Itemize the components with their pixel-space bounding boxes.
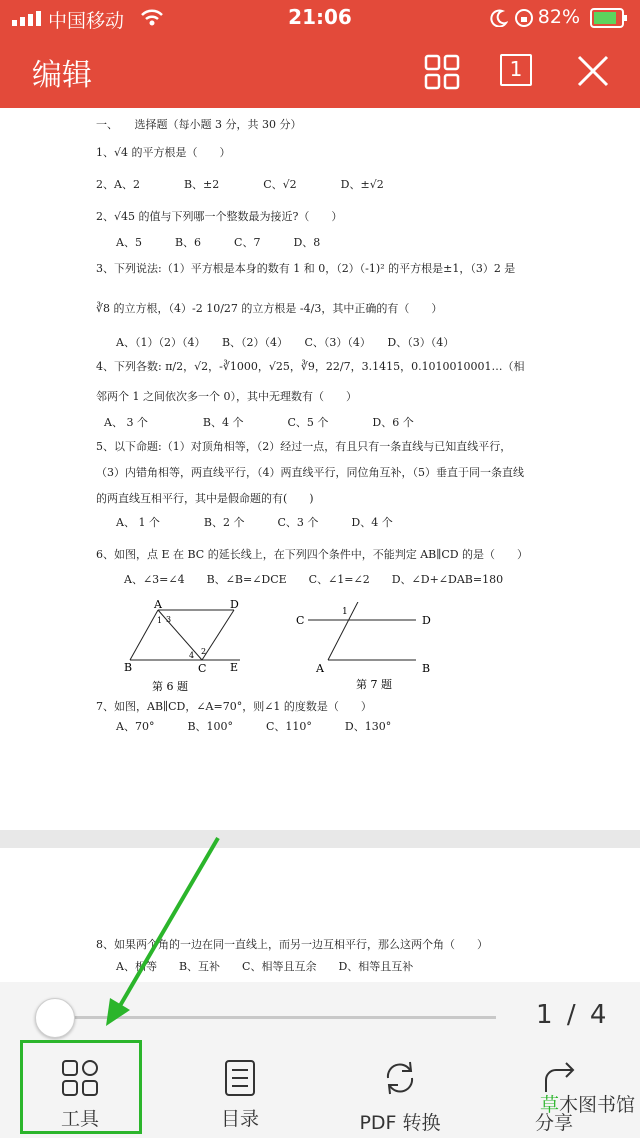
tab-tools-label: 工具 (60, 1108, 99, 1130)
fig6-label-d: D (230, 598, 239, 611)
clock: 21:06 (288, 5, 352, 29)
fig6-angle-4: 4 (189, 651, 195, 660)
tab-pdf-convert[interactable] (330, 1052, 470, 1136)
fig7-label-b: B (422, 662, 431, 675)
page-total: 4 (589, 1000, 607, 1030)
question-line: （3）内错角相等，两直线平行，（4）两直线平行，同位角互补，（5）垂直于同一条直线 (96, 466, 524, 479)
question-line: A、相等 B、互补 C、相等且互余 D、相等且互补 (116, 960, 414, 973)
page-separator: / (566, 1000, 576, 1030)
fig6-label-b: B (124, 661, 133, 674)
single-page-icon[interactable] (500, 54, 532, 86)
question-line: A、 3 个 B、4 个 C、5 个 D、6 个 (104, 416, 414, 429)
fig7-caption: 第 7 题 (356, 678, 392, 691)
question-line: 1、√4 的平方根是（ ） (96, 146, 231, 159)
page-slider-thumb[interactable] (35, 998, 75, 1038)
question-line: 一、 选择题（每小题 3 分，共 30 分） (96, 118, 302, 131)
watermark-green: 草 (540, 1094, 560, 1116)
status-bar (0, 0, 640, 36)
close-icon[interactable] (576, 54, 610, 88)
arrow-annotation-icon (100, 830, 230, 1030)
grid-view-icon[interactable] (424, 54, 460, 90)
page-current: 1 (536, 1000, 553, 1030)
question-line: 的两直线互相平行，其中是假命题的有( ) (96, 492, 314, 505)
fig6-angle-1: 1 (157, 616, 163, 625)
question-line: A、 1 个 B、2 个 C、3 个 D、4 个 (116, 516, 393, 529)
watermark (540, 1090, 635, 1117)
tab-toc[interactable] (170, 1052, 310, 1136)
question-line: A、70° B、100° C、110° D、130° (116, 720, 392, 733)
battery-percent: 82% (537, 6, 580, 28)
question-line: A、5 B、6 C、7 D、8 (116, 236, 321, 249)
tools-highlight-box (20, 1040, 142, 1134)
single-page-label: 1 (509, 57, 523, 81)
watermark-rest: 木图书馆 (559, 1094, 636, 1116)
fig7-label-c: C (296, 614, 305, 627)
question-line: 邻两个 1 之间依次多一个 0），其中无理数有（ ） (96, 390, 357, 403)
fig7-label-a: A (316, 662, 324, 675)
fig7-label-d: D (422, 614, 431, 627)
question-line: ∛8 的立方根，（4）-2 10/27 的立方根是 -4/3，其中正确的有（ ） (96, 302, 443, 315)
battery-icon (590, 8, 628, 28)
figure-7 (292, 602, 442, 702)
question-line: A、（1）（2）（4） B、（2）（4） C、（3）（4） D、（3）（4） (116, 336, 455, 349)
question-line: A、∠3=∠4 B、∠B=∠DCE C、∠1=∠2 D、∠D+∠DAB=180 (124, 573, 504, 586)
fig6-label-c: C (198, 662, 207, 675)
pdf-convert-icon (380, 1058, 420, 1098)
carrier-label: 中国移动 (48, 10, 125, 32)
tab-share-label: 分享 (534, 1112, 573, 1134)
app-bar (0, 36, 640, 108)
question-line: 2、A、2 B、±2 C、√2 D、±√2 (96, 178, 384, 191)
question-line: 2、√45 的值与下列哪一个整数最为接近?（ ） (96, 210, 343, 223)
toc-icon (220, 1058, 260, 1098)
fig6-label-e: E (230, 661, 239, 674)
fig6-label-a: A (154, 598, 162, 611)
document-page-1[interactable] (0, 108, 640, 830)
fig6-caption: 第 6 题 (152, 680, 188, 693)
moon-icon (490, 9, 508, 27)
page-indicator (536, 1000, 606, 1030)
tab-toc-label: 目录 (220, 1108, 259, 1130)
tab-pdf-convert-label: PDF 转换 (359, 1112, 441, 1134)
fig6-angle-2: 2 (201, 647, 207, 656)
fig6-angle-3: 3 (166, 615, 172, 624)
question-line: 7、如图，AB∥CD，∠A=70°，则∠1 的度数是（ ） (96, 700, 372, 713)
edit-button[interactable]: 编辑 (32, 58, 92, 93)
figure-6 (120, 598, 250, 698)
question-line: 6、如图，点 E 在 BC 的延长线上，在下列四个条件中，不能判定 AB∥CD 的是（ ） (96, 548, 529, 561)
question-line: 3、下列说法:（1）平方根是本身的数有 1 和 0，（2）（-1)² 的平方根是±1，（3）2 是 (96, 262, 516, 275)
lock-rotation-icon (514, 8, 534, 28)
question-line: 4、下列各数: π/2，√2，-∛1000，√25，∛9，22/7，3.1415，0.1010010001…（相 (96, 360, 525, 373)
question-line: 8、如果两个角的一边在同一直线上，而另一边互相平行，那么这两个角（ ） (96, 938, 488, 951)
document-page-2[interactable] (0, 848, 640, 982)
question-line: 5、以下命题:（1）对顶角相等，（2）经过一点，有且只有一条直线与已知直线平行， (96, 440, 512, 453)
fig7-angle-1: 1 (342, 607, 348, 617)
